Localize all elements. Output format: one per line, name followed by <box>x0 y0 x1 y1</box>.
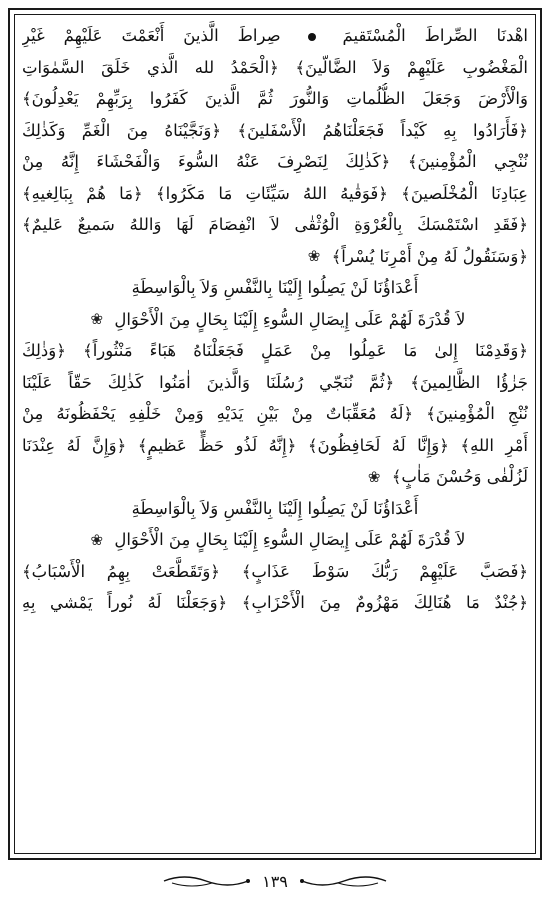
text-line-9: أَعْدَاؤُنَا لَنْ يَصِلُوا إِلَيْنَا بِالنَّفْسِ وَلاَ بِالْوَاسِطَةِ <box>131 278 419 297</box>
line-15-text: لَزُلْفٰى وَحُسْنَ مَاٰبٍ﴾ <box>391 467 528 486</box>
footer-flourish-left-icon <box>162 872 252 890</box>
text-line-14: أَمْرِ اللهِ﴾ ﴿وَإِنَّا لَهُ لَحَافِظُونَ﴾ ﴿إِنَّهُ لَذُو حَظٍّ عَظيمٍ﴾ ﴿وَإِنَّ لَهُ عِنْدَنَا <box>22 435 528 455</box>
text-line-17 <box>22 524 528 556</box>
text-block <box>22 20 528 619</box>
rose-ornament-icon: ❀ <box>307 247 321 266</box>
page-number: ١٣٩ <box>262 871 288 891</box>
line-17-text: لاَ قُدْرَةَ لَهُمْ عَلَى إِيصَالِ السُّوءِ إِلَيْنَا بِحَالٍ مِنَ الْأَحْوَالِ <box>114 530 466 549</box>
line-8-text: ﴿وَسَنَقُولُ لَهُ مِنْ أَمْرِنَا يُسْراً﴾ <box>331 246 528 266</box>
text-line-7: ﴿فَقَدِ اسْتَمْسَكَ بِالْعُرْوَةِ الْوُثْقٰى لاَ انْفِصَامَ لَهَا وَاللهُ سَميعٌ عَليمٌ﴾ <box>22 215 528 234</box>
text-line-4: ﴿فَأَرَادُوا بِهِ كَيْداً فَجَعَلْنَاهُمُ الْأَسْفَلينَ﴾ ﴿وَنَجَّيْنَاهُ مِنَ الْغَمِّ وَكَذٰلِكَ <box>22 120 528 140</box>
text-line-6: عِبَادِنَا الْمُخْلَصينَ﴾ ﴿فَوَقٰيهُ اللهُ سَيِّئَاتِ مَا مَكَرُوا﴾ ﴿مَا هُمْ بِبَالِغيهِ﴾ <box>22 183 528 203</box>
rose-ornament-icon: ❀ <box>367 467 381 486</box>
rose-ornament-icon: ❀ <box>90 310 104 329</box>
text-line-19: ﴿جُنْدٌ مَا هُنَالِكَ مَهْزُومٌ مِنَ الْأَحْزَابِ﴾ ﴿وَجَعَلْنَا لَهُ نُوراً يَمْشي بِهِ <box>22 593 528 612</box>
rose-ornament-icon: ❀ <box>90 530 104 549</box>
text-line-15 <box>22 461 528 493</box>
footer-flourish-right-icon <box>298 872 388 890</box>
line-10-text: لاَ قُدْرَةَ لَهُمْ عَلَى إِيصَالِ السُّوءِ إِلَيْنَا بِحَالٍ مِنَ الْأَحْوَالِ <box>114 309 466 329</box>
text-line-8 <box>22 241 528 273</box>
line-1-start: اهْدنَا الصِّراطَ الْمُسْتَقيمَ <box>342 26 528 45</box>
text-line-3: وَالْأَرْضَ وَجَعَلَ الظُّلُماتِ وَالنُّورَ ثُمَّ الَّذينَ كَفَرُوا بِرَبِّهِمْ يَعْدِلُونَ﴾ <box>22 89 528 108</box>
text-line-16: أَعْدَاؤُنَا لَنْ يَصِلُوا إِلَيْنَا بِالنَّفْسِ وَلاَ بِالْوَاسِطَةِ <box>131 498 419 518</box>
line-1-end: صِراطَ الَّذينَ أَنْعَمْتَ عَلَيْهِمْ غَيْرِ <box>22 26 281 45</box>
page-footer <box>0 866 550 896</box>
text-line-1 <box>22 20 528 52</box>
text-line-10 <box>22 304 528 336</box>
text-line-11: ﴿وَقَدِمْنَا إِلىٰ مَا عَمِلُوا مِنْ عَمَلٍ فَجَعَلْنَاهُ هَبَاءً مَنْثُوراً﴾ ﴿وَذٰلِكَ <box>22 341 528 360</box>
text-line-5: نُنْجِي الْمُؤْمِنينَ﴾ ﴿كَذٰلِكَ لِنَصْرِفَ عَنْهُ السُّوءَ وَالْفَحْشَاءَ إِنَّهُ مِنْ <box>22 152 528 171</box>
text-line-12: جَزٰؤُا الظَّالِمينَ﴾ ﴿ثُمَّ نُنَجّي رُسُلَنَا وَالَّذينَ اٰمَنُوا كَذٰلِكَ حَقّاً عَلَيْنَا <box>22 372 528 392</box>
text-line-13: نُنْجِ الْمُؤْمِنينَ﴾ ﴿لَهُ مُعَقِّبَاتٌ مِنْ بَيْنِ يَدَيْهِ وَمِنْ خَلْفِهِ يَحْفَظُونَهُ مِنْ <box>22 404 528 423</box>
text-line-2: الْمَغْضُوبِ عَلَيْهِمْ وَلاَ الضَّالّينَ﴾ ﴿الْحَمْدُ لله الَّذي خَلَقَ السَّمٰوَاتِ <box>22 57 528 77</box>
text-line-18: ﴿فَصَبَّ عَلَيْهِمْ رَبُّكَ سَوْطَ عَذَابٍ﴾ ﴿وَتَقَطَّعَتْ بِهِمُ الْأَسْبَابُ﴾ <box>22 561 528 581</box>
separator-dot-icon <box>308 33 316 41</box>
